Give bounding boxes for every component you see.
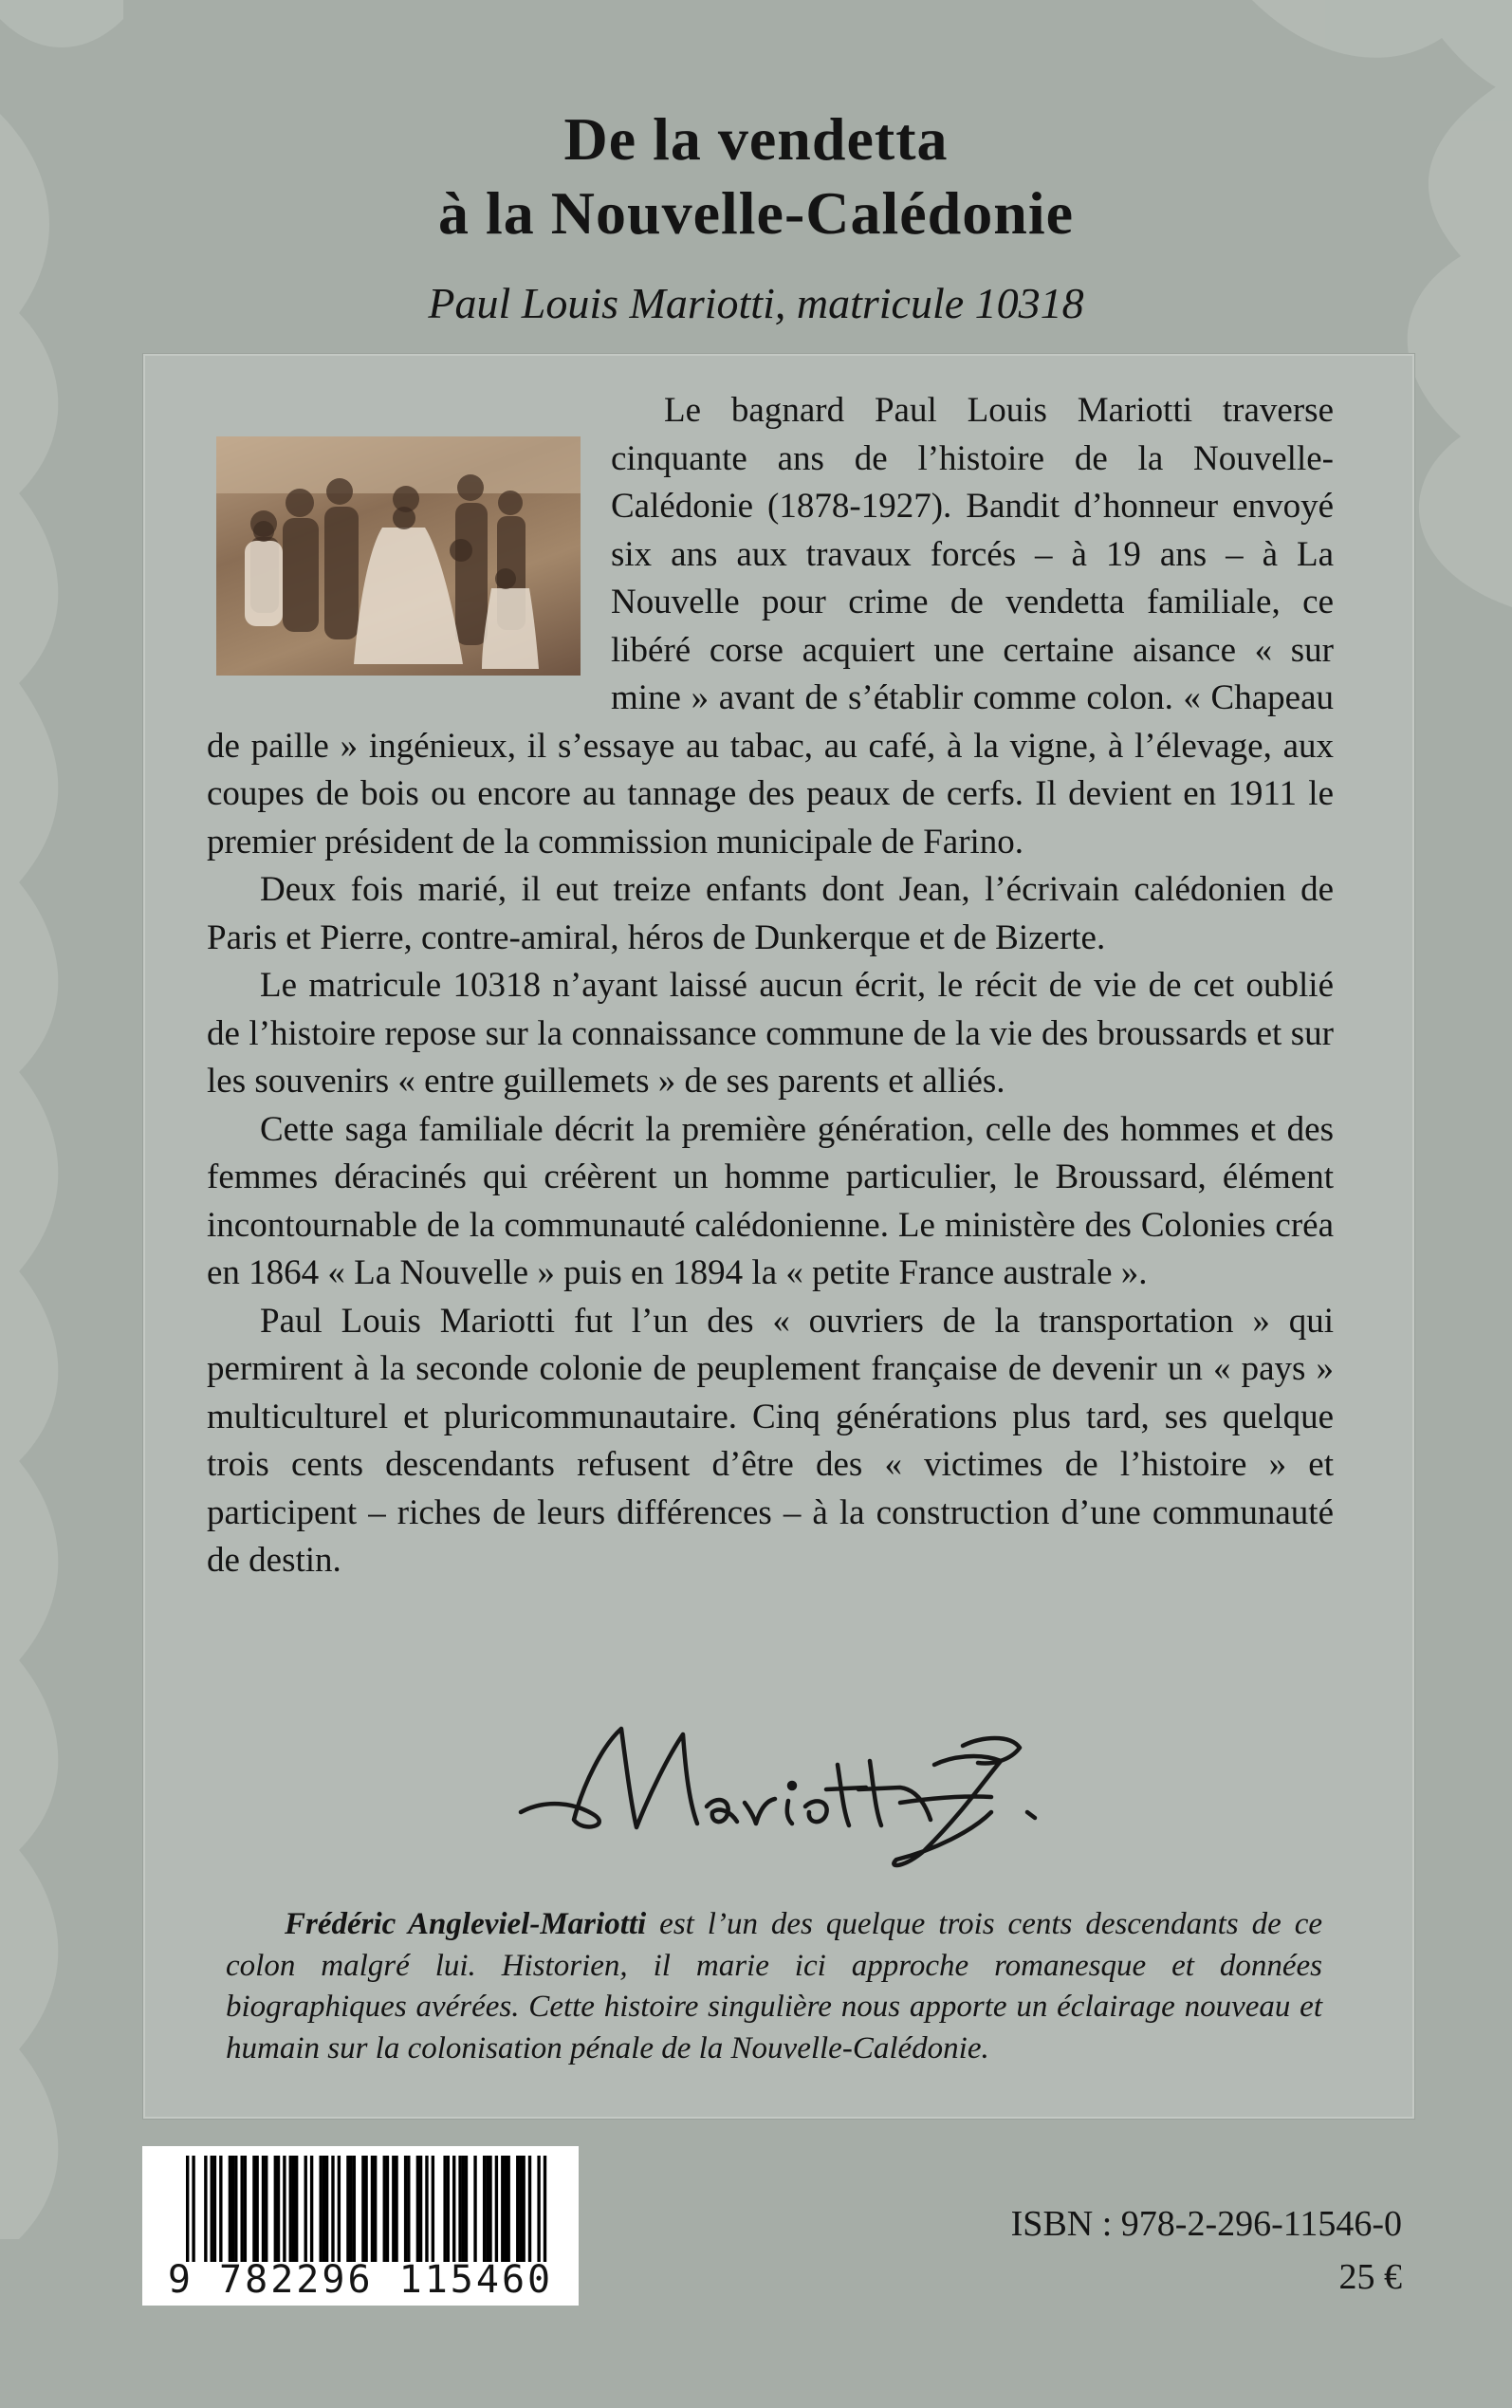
barcode-bar [495,2156,498,2262]
barcode-bar [407,2156,410,2262]
summary-paragraph-4: Cette saga familiale décrit la première génération, celle des hommes et des femmes déracinés qui créèrent un homme particulier, le Broussard, élément incontournable de la communauté calédonienne. Le ministère des Colonies créa en 1864 « La Nouvelle » puis en 1894 la « petite France australe ». [207,1109,1334,1292]
barcode-bar [395,2156,397,2262]
barcode-bar [231,2156,234,2262]
barcode-bar [383,2156,386,2262]
barcode-bar [234,2156,237,2262]
barcode-bar [244,2156,247,2262]
barcode-bar [483,2156,486,2262]
barcode-bar [252,2156,255,2262]
barcode-bar [371,2156,374,2262]
summary-paragraph-5: Paul Louis Mariotti fut l’un des « ouvriers de la transportation » qui permirent à la seconde colonie de peuplement française de devenir un « pays » multiculturel et pluricommunautaire. Cinq générations plus tard, ses quelque trois cents descendants refusent d’être des « victimes de l’histoire » et participent – riches de leurs différences – à la construction d’une communauté de destin. [207,1301,1334,1580]
barcode-bar [528,2156,531,2262]
barcode-bar [504,2156,507,2262]
barcode-bar [386,2156,389,2262]
barcode-bar [458,2156,461,2262]
barcode-bar [274,2156,277,2262]
barcode-bar [519,2156,522,2262]
barcode-bar [186,2156,189,2262]
barcode-bar [364,2156,367,2262]
barcode-bar [404,2156,407,2262]
book-title-line-2: à la Nouvelle-Calédonie [437,179,1075,247]
barcode-bar [192,2156,194,2262]
family-photo-icon [216,436,581,676]
barcode-bar [443,2156,446,2262]
barcode-bar [323,2156,325,2262]
barcode-digits: 9 782296 115460 [167,2258,554,2302]
barcode-bar [213,2156,216,2262]
barcode-bar [262,2156,265,2262]
barcode-bar [522,2156,525,2262]
barcode-bar [240,2156,243,2262]
barcode [142,2146,579,2306]
barcode-bar [292,2156,295,2262]
barcode-bar [295,2156,298,2262]
barcode-bar [219,2156,222,2262]
barcode-bar [289,2156,292,2262]
barcode-bar [544,2156,546,2262]
barcode-bar [204,2156,207,2262]
summary-text [207,387,1334,1585]
barcode-bar [320,2156,323,2262]
summary-paragraph-3: Le matricule 10318 n’ayant laissé aucun écrit, le récit de vie de cet oublié de l’histoire repose sur la connaissance commune de la vie des broussards et sur les souvenirs « entre guillemets » de ses parents et alliés. [207,966,1334,1101]
barcode-bar [211,2156,213,2262]
barcode-bar [447,2156,450,2262]
barcode-bar [392,2156,395,2262]
signature-icon [517,1708,1048,1879]
barcode-bar [229,2156,231,2262]
barcode-bar [507,2156,509,2262]
barcode-bar [255,2156,258,2262]
author-bio-text: est l’un des quelque trois cents descendants de ce colon malgré lui. Historien, il marie ici approche romanesque et données biographiques avérées. Cette histoire singulière nous apporte un éclairage nouveau et humain sur la colonisation pénale de la Nouvelle-Calédonie. [226,1907,1322,2065]
barcode-bar [338,2156,341,2262]
author-bio [226,1904,1322,2069]
barcode-bar [277,2156,280,2262]
barcode-bar [310,2156,313,2262]
barcode-bar [537,2156,540,2262]
barcode-bar [374,2156,377,2262]
barcode-bar [473,2156,476,2262]
summary-paragraph-2: Deux fois marié, il eut treize enfants dont Jean, l’écrivain calédonien de Paris et Pierre, contre-amiral, héros de Dunkerque et de Bizerte. [207,870,1334,957]
barcode-bar [425,2156,428,2262]
isbn-number: ISBN : 978-2-296-11546-0 [1010,2204,1402,2244]
barcode-bar [486,2156,489,2262]
barcode-bar [419,2156,422,2262]
barcode-bar [501,2156,504,2262]
barcode-bar [331,2156,334,2262]
barcode-bar [462,2156,465,2262]
barcode-bar [465,2156,468,2262]
barcode-bar [353,2156,356,2262]
book-title-line-1: De la vendetta [563,105,949,173]
barcode-bar [432,2156,434,2262]
author-name: Frédéric Angleviel-Mariotti [285,1907,647,1941]
barcode-bar [416,2156,419,2262]
barcode-bar [304,2156,307,2262]
barcode-bar [361,2156,364,2262]
price: 25 € [1338,2257,1402,2297]
barcode-bar [265,2156,267,2262]
barcode-bar [516,2156,519,2262]
barcode-bar [346,2156,349,2262]
summary-paragraph-1: Le bagnard Paul Louis Mariotti traverse cinquante ans de l’histoire de la Nouvelle-Calédonie (1878-1927). Bandit d’honneur envoyé six ans aux travaux forcés – à 19 ans – à La Nouvelle pour crime de vendetta familiale, ce libéré corse acquiert une certaine aisance « sur mine » avant de s’établir comme colon. « Chapeau de paille » ingénieux, il s’essaye au tabac, au café, à la vigne, à l’élevage, aux coupes de bois ou encore au tannage des peaux de cerfs. Il devient en 1911 le premier président de la commission municipale de Farino. [207,391,1334,861]
book-subtitle: Paul Louis Mariotti, matricule 10318 [428,279,1084,327]
barcode-bar [325,2156,328,2262]
barcode-bar [452,2156,455,2262]
barcode-bar [283,2156,286,2262]
barcode-bar [349,2156,352,2262]
barcode-bar [489,2156,491,2262]
